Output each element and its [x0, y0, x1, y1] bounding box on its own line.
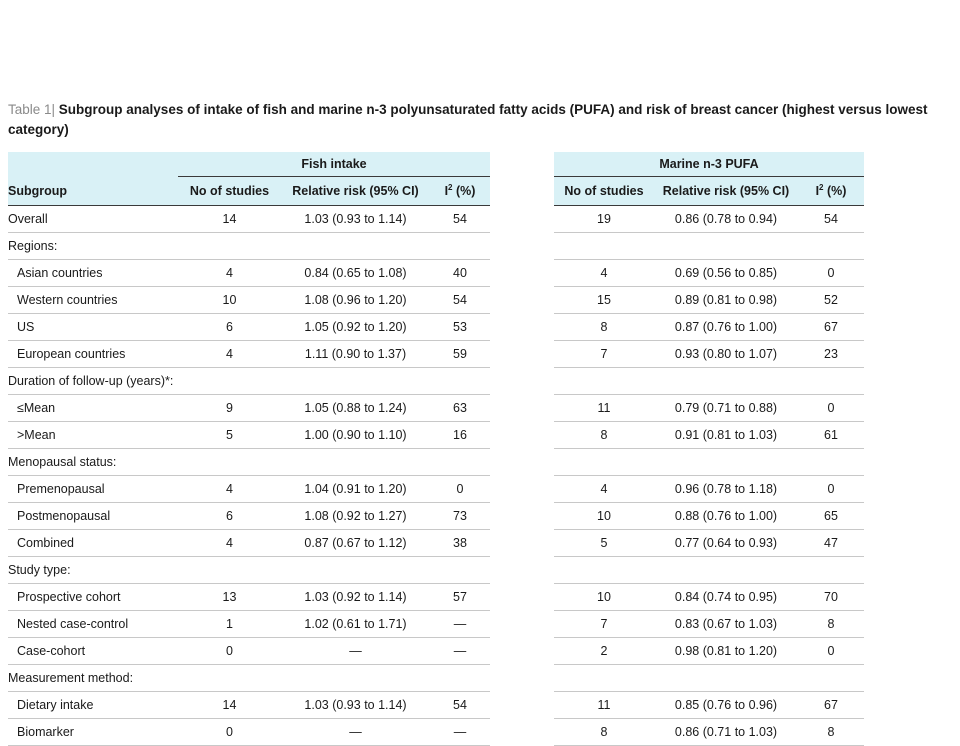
table-row [8, 206, 864, 233]
pufa-studies-column-header: No of studies [554, 177, 654, 206]
subgroup-cell: Postmenopausal [8, 503, 178, 530]
pufa-studies-cell: 8 [554, 719, 654, 746]
fish-studies-cell: 4 [178, 260, 281, 287]
fish-rr-cell: 1.08 (0.96 to 1.20) [281, 287, 430, 314]
subgroup-cell: Asian countries [8, 260, 178, 287]
pufa-rr-cell: 0.87 (0.76 to 1.00) [654, 314, 798, 341]
pufa-i2-cell: 52 [798, 287, 864, 314]
gap-cell [490, 233, 554, 260]
fish-i2-cell: 53 [430, 314, 490, 341]
pufa-rr-cell: 0.77 (0.64 to 0.93) [654, 530, 798, 557]
fish-i2-cell: — [430, 638, 490, 665]
pufa-i2-cell: 47 [798, 530, 864, 557]
fish-studies-cell: 4 [178, 476, 281, 503]
fish-i2-cell [430, 233, 490, 260]
pufa-i2-cell [798, 233, 864, 260]
pufa-studies-cell: 19 [554, 206, 654, 233]
gap-cell [490, 719, 554, 746]
pufa-rr-cell: 0.91 (0.81 to 1.03) [654, 422, 798, 449]
fish-rr-cell: 1.05 (0.92 to 1.20) [281, 314, 430, 341]
fish-i2-cell: 73 [430, 503, 490, 530]
pufa-i2-cell: 0 [798, 260, 864, 287]
fish-studies-cell: 0 [178, 719, 281, 746]
gap-cell [490, 503, 554, 530]
fish-i2-cell: 54 [430, 692, 490, 719]
pufa-i2-cell: 8 [798, 611, 864, 638]
pufa-studies-cell: 7 [554, 611, 654, 638]
pufa-studies-cell: 8 [554, 314, 654, 341]
fish-rr-cell: 1.08 (0.92 to 1.27) [281, 503, 430, 530]
subgroup-cell: Dietary intake [8, 692, 178, 719]
fish-rr-cell: 0.87 (0.67 to 1.12) [281, 530, 430, 557]
fish-studies-cell: 6 [178, 314, 281, 341]
fish-rr-cell: 1.04 (0.91 to 1.20) [281, 476, 430, 503]
pufa-rr-cell: 0.98 (0.81 to 1.20) [654, 638, 798, 665]
fish-studies-cell: 6 [178, 503, 281, 530]
table-row [8, 530, 864, 557]
subgroup-cell: ≤Mean [8, 395, 178, 422]
pufa-i2-cell: 54 [798, 206, 864, 233]
fish-rr-cell: 0.84 (0.65 to 1.08) [281, 260, 430, 287]
pufa-studies-cell: 10 [554, 584, 654, 611]
pufa-studies-cell: 5 [554, 530, 654, 557]
fish-studies-cell: 14 [178, 692, 281, 719]
pufa-rr-cell: 0.96 (0.78 to 1.18) [654, 476, 798, 503]
fish-rr-cell [281, 665, 430, 692]
pufa-rr-cell [654, 449, 798, 476]
subgroup-cell: >Mean [8, 422, 178, 449]
header-blank-cell [8, 152, 178, 177]
table-row [8, 341, 864, 368]
gap-cell [490, 584, 554, 611]
table-row [8, 395, 864, 422]
i2-unit: (%) [823, 184, 847, 199]
subgroup-cell: Overall [8, 206, 178, 233]
table-row [8, 692, 864, 719]
fish-i2-cell: 0 [430, 476, 490, 503]
pufa-studies-cell [554, 557, 654, 584]
pufa-rr-cell [654, 557, 798, 584]
i2-superscript: 2 [819, 183, 824, 193]
fish-studies-column-header: No of studies [178, 177, 281, 206]
subgroup-cell: Case-cohort [8, 638, 178, 665]
pufa-studies-cell: 11 [554, 395, 654, 422]
pufa-i2-cell: 0 [798, 395, 864, 422]
table-label: Table 1| [8, 102, 56, 117]
subgroup-cell: Biomarker [8, 719, 178, 746]
fish-studies-cell [178, 449, 281, 476]
fish-rr-cell [281, 557, 430, 584]
fish-i2-cell: 16 [430, 422, 490, 449]
gap-cell [490, 665, 554, 692]
fish-rr-cell [281, 449, 430, 476]
fish-i2-cell [430, 449, 490, 476]
table-body [8, 206, 864, 746]
fish-rr-cell: — [281, 719, 430, 746]
pufa-studies-cell [554, 233, 654, 260]
fish-rr-cell: 1.05 (0.88 to 1.24) [281, 395, 430, 422]
pufa-studies-cell: 10 [554, 503, 654, 530]
pufa-rr-cell: 0.89 (0.81 to 0.98) [654, 287, 798, 314]
gap-cell [490, 449, 554, 476]
fish-rr-column-header: Relative risk (95% CI) [281, 177, 430, 206]
i2-letter: I [444, 184, 449, 199]
table-row [8, 638, 864, 665]
pufa-i2-cell: 0 [798, 638, 864, 665]
pufa-rr-cell: 0.69 (0.56 to 0.85) [654, 260, 798, 287]
fish-i2-cell: 40 [430, 260, 490, 287]
fish-studies-cell: 1 [178, 611, 281, 638]
pufa-studies-cell: 15 [554, 287, 654, 314]
fish-i2-cell: 57 [430, 584, 490, 611]
pufa-i2-cell [798, 665, 864, 692]
fish-studies-cell: 4 [178, 341, 281, 368]
table-row [8, 719, 864, 746]
pufa-rr-cell: 0.93 (0.80 to 1.07) [654, 341, 798, 368]
gap-cell [490, 611, 554, 638]
pufa-i2-cell: 67 [798, 692, 864, 719]
pufa-rr-cell: 0.79 (0.71 to 0.88) [654, 395, 798, 422]
fish-rr-cell: 1.11 (0.90 to 1.37) [281, 341, 430, 368]
fish-studies-cell: 4 [178, 530, 281, 557]
fish-i2-cell [430, 557, 490, 584]
pufa-i2-cell: 61 [798, 422, 864, 449]
fish-i2-cell: 54 [430, 287, 490, 314]
header-gap-cell [490, 177, 554, 206]
fish-studies-cell: 13 [178, 584, 281, 611]
pufa-studies-cell [554, 368, 654, 395]
section-header-row [8, 449, 864, 476]
pufa-rr-cell: 0.84 (0.74 to 0.95) [654, 584, 798, 611]
table-title: Subgroup analyses of intake of fish and marine n-3 polyunsaturated fatty acids (PUFA) and risk of breast cancer (highest versus lowest category) [8, 102, 928, 137]
fish-i2-cell: 38 [430, 530, 490, 557]
fish-studies-cell [178, 233, 281, 260]
subgroup-cell: Combined [8, 530, 178, 557]
subgroup-cell: Premenopausal [8, 476, 178, 503]
gap-cell [490, 368, 554, 395]
pufa-studies-cell: 8 [554, 422, 654, 449]
fish-i2-cell [430, 368, 490, 395]
gap-cell [490, 206, 554, 233]
pufa-i2-cell: 23 [798, 341, 864, 368]
fish-rr-cell: 1.02 (0.61 to 1.71) [281, 611, 430, 638]
pufa-rr-cell [654, 233, 798, 260]
table-row [8, 476, 864, 503]
table-caption [8, 100, 958, 140]
fish-studies-cell: 14 [178, 206, 281, 233]
pufa-i2-cell: 0 [798, 476, 864, 503]
fish-rr-cell: 1.03 (0.93 to 1.14) [281, 206, 430, 233]
pufa-i2-cell: 70 [798, 584, 864, 611]
pufa-studies-cell [554, 449, 654, 476]
fish-studies-cell [178, 368, 281, 395]
subgroup-cell: US [8, 314, 178, 341]
gap-cell [490, 260, 554, 287]
gap-cell [490, 287, 554, 314]
fish-i2-cell: 54 [430, 206, 490, 233]
fish-rr-cell: 1.00 (0.90 to 1.10) [281, 422, 430, 449]
fish-i2-cell: — [430, 611, 490, 638]
subgroup-column-header: Subgroup [8, 177, 178, 206]
fish-intake-group-header: Fish intake [178, 152, 490, 177]
pufa-i2-cell [798, 557, 864, 584]
table-row [8, 503, 864, 530]
fish-studies-cell: 0 [178, 638, 281, 665]
subgroup-cell: Western countries [8, 287, 178, 314]
gap-cell [490, 314, 554, 341]
pufa-studies-cell: 4 [554, 260, 654, 287]
table-row [8, 611, 864, 638]
header-gap-cell [490, 152, 554, 177]
pufa-i2-cell: 65 [798, 503, 864, 530]
pufa-i2-column-header [798, 177, 864, 206]
fish-i2-column-header [430, 177, 490, 206]
fish-i2-cell: — [430, 719, 490, 746]
table-row [8, 260, 864, 287]
pufa-rr-cell: 0.86 (0.71 to 1.03) [654, 719, 798, 746]
subgroup-cell: Measurement method: [8, 665, 178, 692]
gap-cell [490, 395, 554, 422]
gap-cell [490, 530, 554, 557]
section-header-row [8, 557, 864, 584]
pufa-i2-cell: 8 [798, 719, 864, 746]
subgroup-cell: Regions: [8, 233, 178, 260]
pufa-rr-cell: 0.86 (0.78 to 0.94) [654, 206, 798, 233]
pufa-studies-cell: 2 [554, 638, 654, 665]
table-header [8, 152, 864, 206]
section-header-row [8, 368, 864, 395]
pufa-rr-cell: 0.88 (0.76 to 1.00) [654, 503, 798, 530]
fish-i2-cell [430, 665, 490, 692]
pufa-rr-cell: 0.85 (0.76 to 0.96) [654, 692, 798, 719]
table-row [8, 314, 864, 341]
gap-cell [490, 692, 554, 719]
marine-pufa-group-header: Marine n-3 PUFA [554, 152, 864, 177]
subgroup-cell: Study type: [8, 557, 178, 584]
fish-rr-cell: 1.03 (0.93 to 1.14) [281, 692, 430, 719]
fish-rr-cell: — [281, 638, 430, 665]
fish-rr-cell: 1.03 (0.92 to 1.14) [281, 584, 430, 611]
fish-studies-cell: 10 [178, 287, 281, 314]
fish-rr-cell [281, 368, 430, 395]
subgroup-cell: European countries [8, 341, 178, 368]
fish-rr-cell [281, 233, 430, 260]
i2-letter: I [815, 184, 820, 199]
fish-i2-cell: 59 [430, 341, 490, 368]
pufa-i2-cell [798, 368, 864, 395]
pufa-studies-cell: 11 [554, 692, 654, 719]
fish-studies-cell [178, 665, 281, 692]
gap-cell [490, 341, 554, 368]
pufa-studies-cell: 4 [554, 476, 654, 503]
pufa-rr-cell [654, 368, 798, 395]
table-row [8, 287, 864, 314]
gap-cell [490, 638, 554, 665]
fish-studies-cell [178, 557, 281, 584]
i2-unit: (%) [452, 184, 476, 199]
pufa-i2-cell: 67 [798, 314, 864, 341]
pufa-rr-column-header: Relative risk (95% CI) [654, 177, 798, 206]
pufa-rr-cell: 0.83 (0.67 to 1.03) [654, 611, 798, 638]
fish-studies-cell: 5 [178, 422, 281, 449]
table-row [8, 422, 864, 449]
i2-superscript: 2 [448, 183, 453, 193]
pufa-studies-cell [554, 665, 654, 692]
subgroup-table [8, 152, 864, 746]
section-header-row [8, 233, 864, 260]
pufa-studies-cell: 7 [554, 341, 654, 368]
gap-cell [490, 476, 554, 503]
pufa-rr-cell [654, 665, 798, 692]
table-row [8, 584, 864, 611]
gap-cell [490, 557, 554, 584]
fish-studies-cell: 9 [178, 395, 281, 422]
gap-cell [490, 422, 554, 449]
subgroup-cell: Prospective cohort [8, 584, 178, 611]
subgroup-cell: Menopausal status: [8, 449, 178, 476]
fish-i2-cell: 63 [430, 395, 490, 422]
pufa-i2-cell [798, 449, 864, 476]
subgroup-cell: Nested case-control [8, 611, 178, 638]
section-header-row [8, 665, 864, 692]
subgroup-cell: Duration of follow-up (years)*: [8, 368, 178, 395]
